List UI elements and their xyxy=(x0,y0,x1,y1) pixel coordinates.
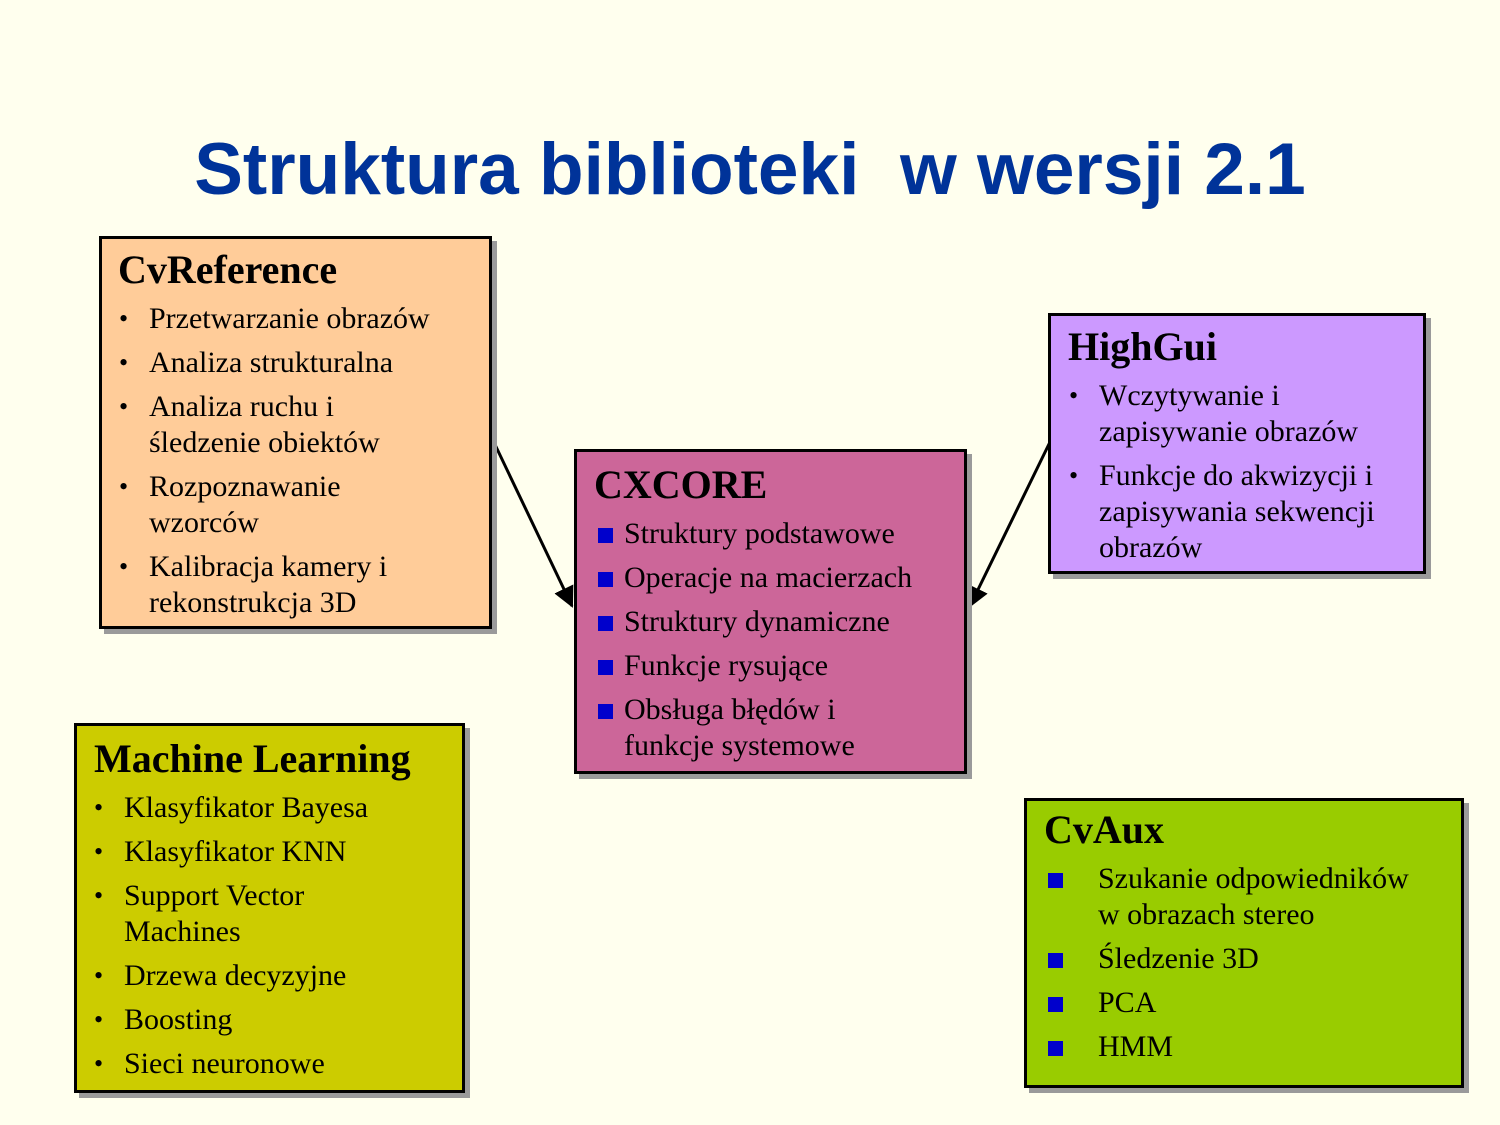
list-item: • Drzewa decyzyjne xyxy=(124,958,462,994)
list-item: Struktury podstawowe xyxy=(624,516,964,552)
cxcore-heading: CXCORE xyxy=(594,462,768,507)
list-item: • Boosting xyxy=(124,1002,462,1038)
square-bullet-icon xyxy=(1048,953,1063,968)
list-item: • Sieci neuronowe xyxy=(124,1046,462,1082)
list-item: • Support Vector Machines xyxy=(124,878,462,950)
list-item: Obsługa błędów i funkcje systemowe xyxy=(624,692,964,764)
highgui-box xyxy=(1048,313,1426,574)
arrow-highgui-to-cxcore xyxy=(970,442,1050,606)
list-item: PCA xyxy=(1098,985,1461,1021)
list-item: • Rozpoznawanie wzorców xyxy=(149,469,489,541)
cxcore-box xyxy=(574,449,967,774)
list-item: • Wczytywanie i zapisywanie obrazów xyxy=(1099,378,1423,450)
list-item: • Funkcje do akwizycji i zapisywania sekwencji obrazów xyxy=(1099,458,1423,566)
square-bullet-icon xyxy=(598,616,613,631)
list-item: • Klasyfikator Bayesa xyxy=(124,790,462,826)
list-item: Śledzenie 3D xyxy=(1098,941,1461,977)
square-bullet-icon xyxy=(1048,997,1063,1012)
highgui-heading: HighGui xyxy=(1068,324,1217,369)
list-item: • Kalibracja kamery i rekonstrukcja 3D xyxy=(149,549,489,621)
machine-learning-heading: Machine Learning xyxy=(94,736,411,781)
list-item: Szukanie odpowiedników w obrazach stereo xyxy=(1098,861,1461,933)
list-item: HMM xyxy=(1098,1029,1461,1065)
list-item: • Analiza strukturalna xyxy=(149,345,489,381)
machine-learning-list xyxy=(94,790,462,1082)
list-item: Funkcje rysujące xyxy=(624,648,964,684)
list-item: • Analiza ruchu i śledzenie obiektów xyxy=(149,389,489,461)
square-bullet-icon xyxy=(1048,873,1063,888)
square-bullet-icon xyxy=(598,660,613,675)
square-bullet-icon xyxy=(598,704,613,719)
square-bullet-icon xyxy=(1048,1041,1063,1056)
cvaux-heading: CvAux xyxy=(1044,807,1165,852)
cvreference-heading: CvReference xyxy=(118,247,338,292)
cxcore-list xyxy=(594,516,964,764)
slide-title: Struktura biblioteki w wersji 2.1 xyxy=(194,129,1306,210)
cvaux-list xyxy=(1044,861,1461,1065)
list-item: • Przetwarzanie obrazów xyxy=(149,301,489,337)
square-bullet-icon xyxy=(598,528,613,543)
cvreference-list xyxy=(118,301,489,621)
highgui-list xyxy=(1068,378,1423,566)
machine-learning-box xyxy=(74,723,465,1093)
arrow-cvreference-to-cxcore xyxy=(489,432,572,606)
square-bullet-icon xyxy=(598,572,613,587)
list-item: Operacje na macierzach xyxy=(624,560,964,596)
cvaux-box xyxy=(1024,798,1464,1088)
list-item: Struktury dynamiczne xyxy=(624,604,964,640)
list-item: • Klasyfikator KNN xyxy=(124,834,462,870)
cvreference-box xyxy=(99,236,492,629)
